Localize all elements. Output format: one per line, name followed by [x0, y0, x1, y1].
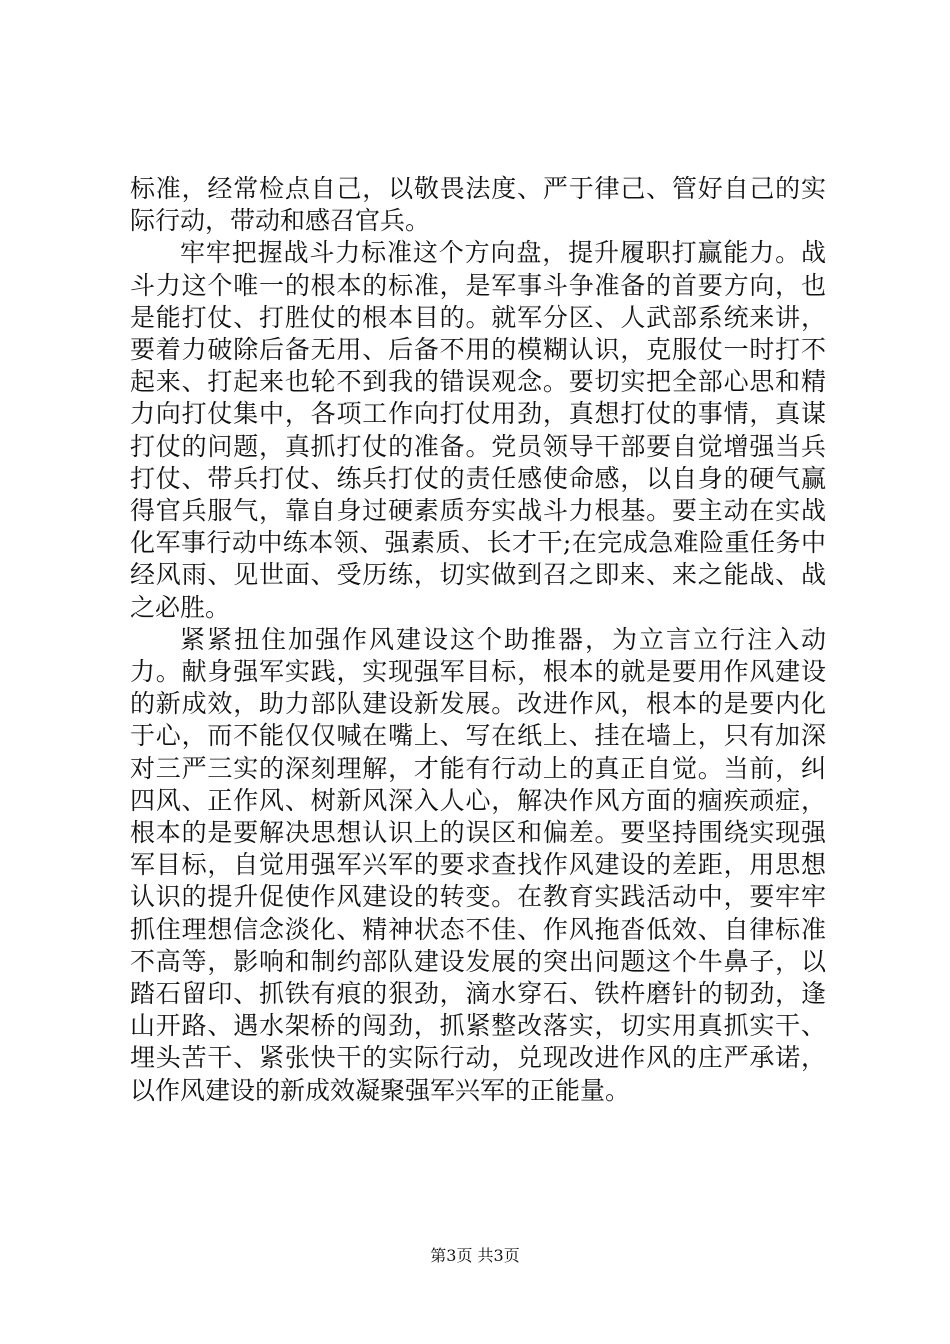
document-body [130, 173, 826, 1107]
page-footer: 第3页 共3页 [430, 1246, 520, 1265]
paragraph-continuation: 标准，经常检点自己，以敬畏法度、严于律己、管好自己的实际行动，带动和感召官兵。 [130, 174, 826, 236]
paragraph-combat-standard: 牢牢把握战斗力标准这个方向盘，提升履职打赢能力。战斗力这个唯一的根本的标准，是军事斗争准备的首要方向，也是能打仗、打胜仗的根本目的。就军分区、人武部系统来讲，要着力破除后备无用、后备不用的模糊认识，克服仗一时打不起来、打起来也轮不到我的错误观念。要切实把全部心思和精力向打仗集中，各项工作向打仗用劲，真想打仗的事情，真谋打仗的问题，真抓打仗的准备。党员领导干部要自觉增强当兵打仗、带兵打仗、练兵打仗的责任感使命感，以自身的硬气赢得官兵服气，靠自身过硬素质夯实战斗力根基。要主动在实战化军事行动中练本领、强素质、长才干;在完成急难险重任务中经风雨、见世面、受历练，切实做到召之即来、来之能战、战之必胜。 [130, 238, 826, 622]
paragraph-work-style: 紧紧扭住加强作风建设这个助推器，为立言立行注入动力。献身强军实践，实现强军目标，根本的就是要用作风建设的新成效，助力部队建设新发展。改进作风，根本的是要内化于心，而不能仅仅喊在嘴上、写在纸上、挂在墙上，只有加深对三严三实的深刻理解，才能有行动上的真正自觉。当前，纠四风、正作风、树新风深入人心，解决作风方面的痼疾顽症，根本的是要解决思想认识上的误区和偏差。要坚持围绕实现强军目标，自觉用强军兴军的要求查找作风建设的差距，用思想认识的提升促使作风建设的转变。在教育实践活动中，要牢牢抓住理想信念淡化、精神状态不佳、作风拖沓低效、自律标准不高等，影响和制约部队建设发展的突出问题这个牛鼻子，以踏石留印、抓铁有痕的狠劲，滴水穿石、铁杵磨针的韧劲，逢山开路、遇水架桥的闯劲，抓紧整改落实，切实用真抓实干、埋头苦干、紧张快干的实际行动，兑现改进作风的庄严承诺，以作风建设的新成效凝聚强军兴军的正能量。 [130, 624, 826, 1105]
